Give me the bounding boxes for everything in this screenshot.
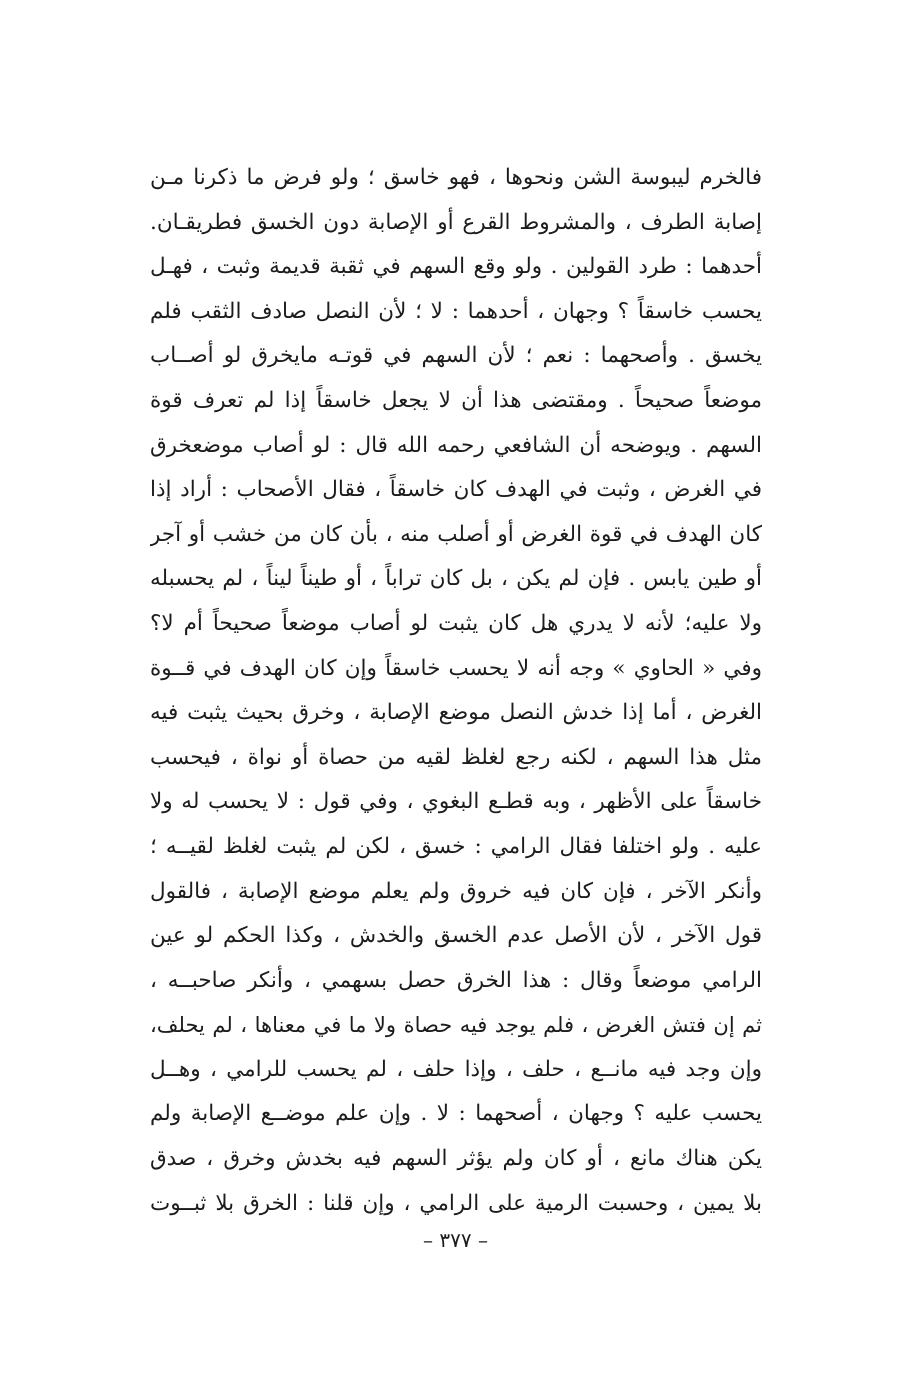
text-line-17: وأنكر الآخر ، فإن كان فيه خروق ولم يعلم موضع الإصابة ، فالقول [150,878,762,904]
text-line-5: يخسق . وأصحهما : نعم ؛ لأن السهم في قوتـه مايخرق لو أصــاب [150,343,762,369]
text-line-15: خاسقاً على الأظهر ، وبه قطـع البغوي ، وفي قول : لا يحسب له ولا [150,789,762,815]
text-line-23: يكن هناك مانع ، أو كان ولم يؤثر السهم فيه بخدش وخرق ، صدق [150,1146,762,1172]
text-line-13: الغرض ، أما إذا خدش النصل موضع الإصابة ، وخرق بحيث يثبت فيه [150,700,762,726]
text-line-4: يحسب خاسقاً ؟ وجهان ، أحدهما : لا ؛ لأن النصل صادف الثقب فلم [150,298,762,324]
text-line-12: وفي « الحاوي » وجه أنه لا يحسب خاسقاً وإن كان الهدف في قــوة [150,655,762,681]
text-line-18: قول الآخر ، لأن الأصل عدم الخسق والخدش ، وكذا الحكم لو عين [150,923,762,949]
page-number: – ٣٧٧ – [423,1228,488,1252]
text-line-9: كان الهدف في قوة الغرض أو أصلب منه ، بأن كان من خشب أو آجر [150,521,762,547]
text-line-1: فالخرم ليبوسة الشن ونحوها ، فهو خاسق ؛ ولو فرض ما ذكرنا مـن [150,165,762,190]
text-line-10: أو طين يابس . فإن لم يكن ، بل كان تراباً ، أو طيناً ليناً ، لم يحسبله [150,566,762,592]
body-text [150,156,762,1226]
text-line-24: بلا يمين ، وحسبت الرمية على الرامي ، وإن قلنا : الخرق بلا ثبــوت [150,1190,762,1216]
text-line-8: في الغرض ، وثبت في الهدف كان خاسقاً ، فقال الأصحاب : أراد إذا [150,477,762,503]
text-line-6: موضعاً صحيحاً . ومقتضى هذا أن لا يجعل خاسقاً إذا لم تعرف قوة [150,387,762,413]
text-line-7: السهم . ويوضحه أن الشافعي رحمه الله قال : لو أصاب موضعخرق [150,432,762,458]
text-line-2: إصابة الطرف ، والمشروط القرع أو الإصابة دون الخسق فطريقـان. [150,209,762,235]
text-line-3: أحدهما : طرد القولين . ولو وقع السهم في ثقبة قديمة وثبت ، فهـل [150,254,762,280]
text-line-20: ثم إن فتش الغرض ، فلم يوجد فيه حصاة ولا ما في معناها ، لم يحلف، [150,1013,762,1038]
text-line-16: عليه . ولو اختلفا فقال الرامي : خسق ، لكن لم يثبت لغلظ لقيــه ؛ [150,833,762,859]
text-line-22: يحسب عليه ؟ وجهان ، أصحهما : لا . وإن علم موضــع الإصابة ولم [150,1101,762,1127]
text-line-14: مثل هذا السهم ، لكنه رجع لغلظ لقيه من حصاة أو نواة ، فيحسب [150,744,762,770]
text-line-19: الرامي موضعاً وقال : هذا الخرق حصل بسهمي ، وأنكر صاحبــه ، [150,967,762,993]
text-line-11: ولا عليه؛ لأنه لا يدري هل كان يثبت لو أصاب موضعاً صحيحاً أم لا؟ [150,610,762,636]
text-line-21: وإن وجد فيه مانــع ، حلف ، وإذا حلف ، لم يحسب للرامي ، وهــل [150,1056,762,1082]
